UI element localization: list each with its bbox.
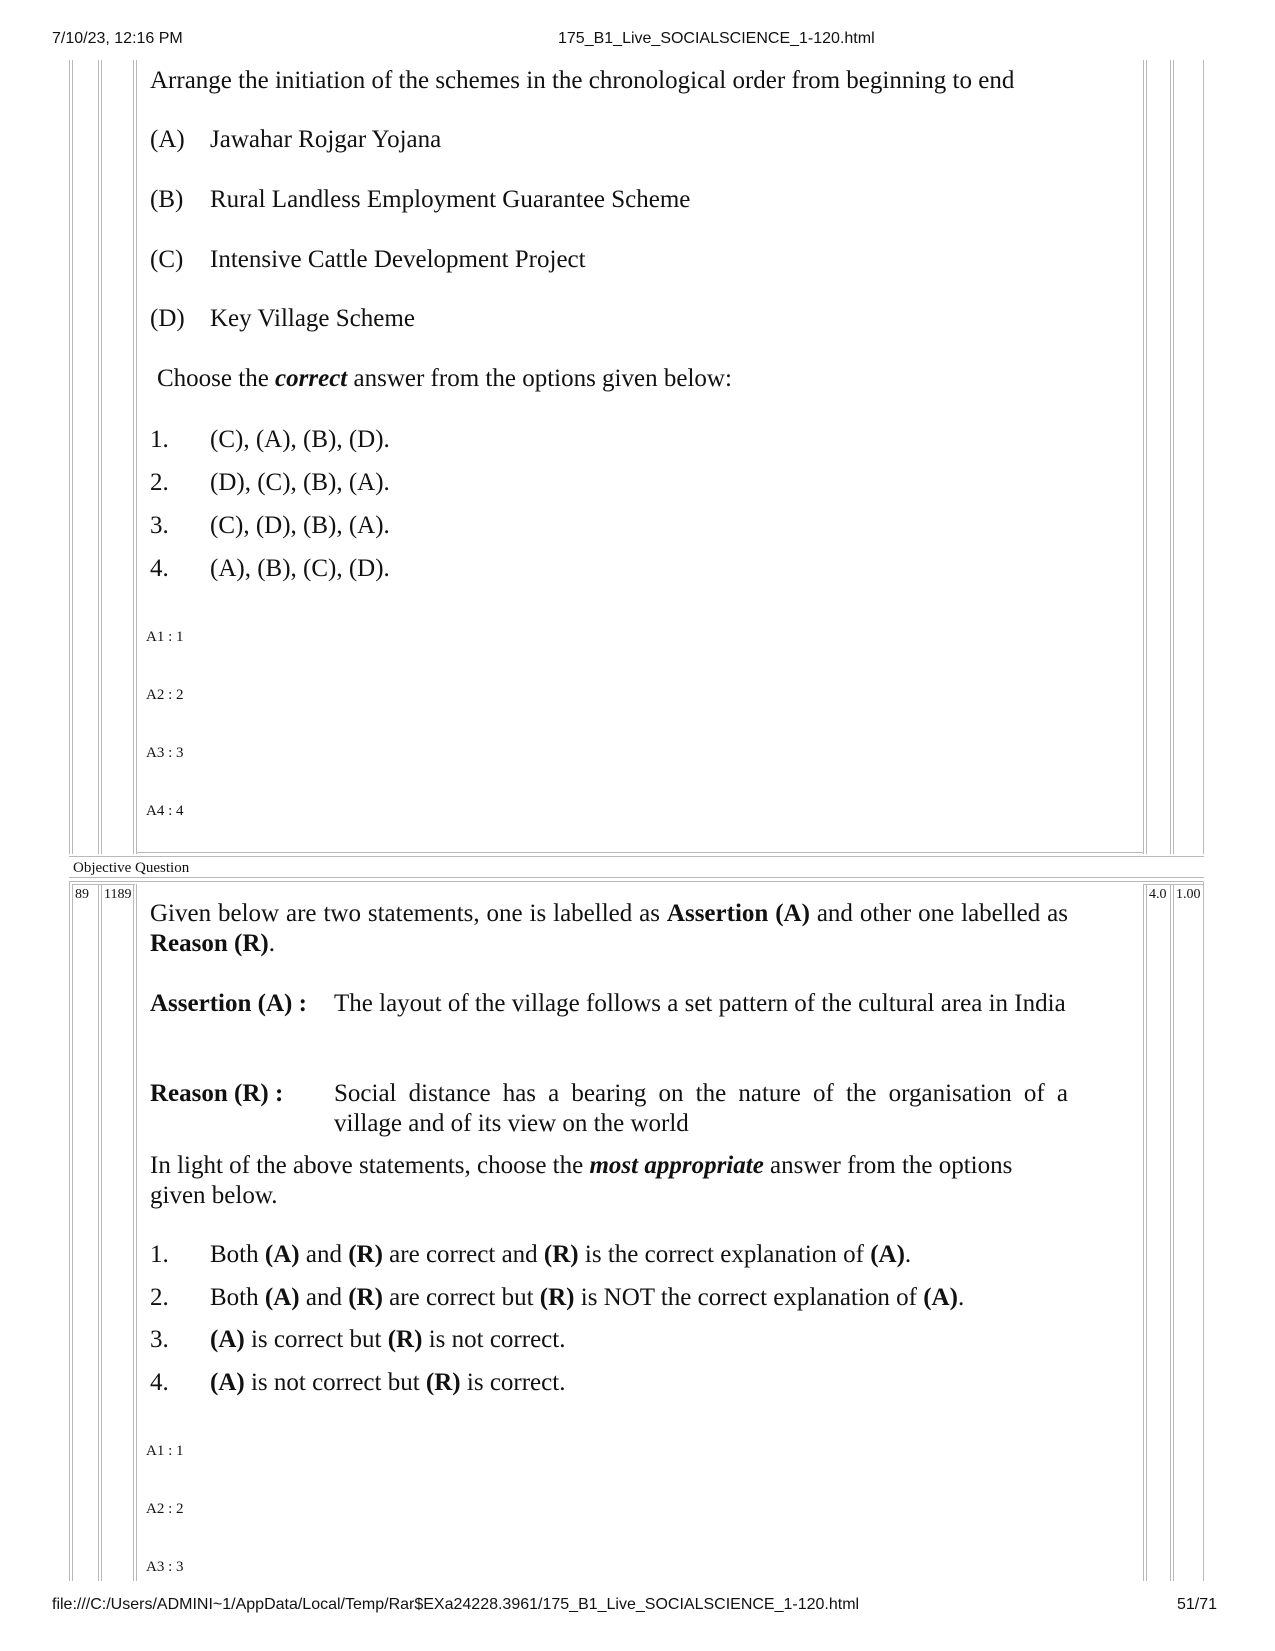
answer-key: A3 : 3: [146, 745, 184, 761]
choose-instruction: Choose the correct answer from the options given below:: [157, 365, 732, 392]
question-prompt: Arrange the initiation of the schemes in the chronological order from beginning to end: [150, 67, 1015, 94]
answer-key: A1 : 1: [146, 1443, 184, 1459]
option-item: 3. (A) is correct but (R) is not correct.: [150, 1326, 566, 1353]
option-item: 1. Both (A) and (R) are correct and (R) is the correct explanation of (A).: [150, 1241, 912, 1268]
question-id: 1189: [104, 887, 132, 902]
reason-text: Social distance has a bearing on the nature of the organisation of a village and of its view on the world: [334, 1080, 1068, 1137]
question-negative-marks: 1.00: [1176, 887, 1201, 902]
list-item: (C) Intensive Cattle Development Project: [150, 246, 586, 273]
question-intro: Given below are two statements, one is labelled as Assertion (A) and other one labelled as Reason (R).: [150, 900, 1068, 957]
option-item: 4. (A) is not correct but (R) is correct.: [150, 1369, 566, 1396]
reason-label: Reason (R) :: [150, 1080, 284, 1107]
answer-key: A3 : 3: [146, 1559, 184, 1575]
assertion-text: The layout of the village follows a set pattern of the cultural area in India: [334, 990, 1066, 1017]
assertion-label: Assertion (A) :: [150, 990, 307, 1017]
list-item: (A) Jawahar Rojgar Yojana: [150, 126, 442, 153]
option-item: 2. (D), (C), (B), (A).: [150, 469, 390, 496]
option-item: 4. (A), (B), (C), (D).: [150, 555, 390, 582]
list-item: (D) Key Village Scheme: [150, 305, 415, 332]
print-doc-title: 175_B1_Live_SOCIALSCIENCE_1-120.html: [558, 30, 875, 47]
answer-key: A2 : 2: [146, 1501, 184, 1517]
option-item: 3. (C), (D), (B), (A).: [150, 512, 390, 539]
section-label: Objective Question: [73, 860, 190, 876]
option-item: 1. (C), (A), (B), (D).: [150, 426, 390, 453]
answer-key: A2 : 2: [146, 687, 184, 703]
question-serial: 89: [75, 887, 89, 902]
answer-key: A4 : 4: [146, 803, 184, 819]
print-datetime: 7/10/23, 12:16 PM: [52, 30, 183, 47]
list-item: (B) Rural Landless Employment Guarantee Scheme: [150, 186, 691, 213]
choose-instruction: In light of the above statements, choose the most appropriate answer from the options given below.: [150, 1152, 1013, 1209]
question-marks: 4.0: [1149, 887, 1167, 902]
print-page-number: 51/71: [1177, 1596, 1218, 1613]
print-file-path: file:///C:/Users/ADMINI~1/AppData/Local/Temp/Rar$EXa24228.3961/175_B1_Live_SOCIALSCIENCE_1-120.html: [52, 1596, 860, 1613]
option-item: 2. Both (A) and (R) are correct but (R) is NOT the correct explanation of (A).: [150, 1284, 965, 1311]
answer-key: A1 : 1: [146, 629, 184, 645]
